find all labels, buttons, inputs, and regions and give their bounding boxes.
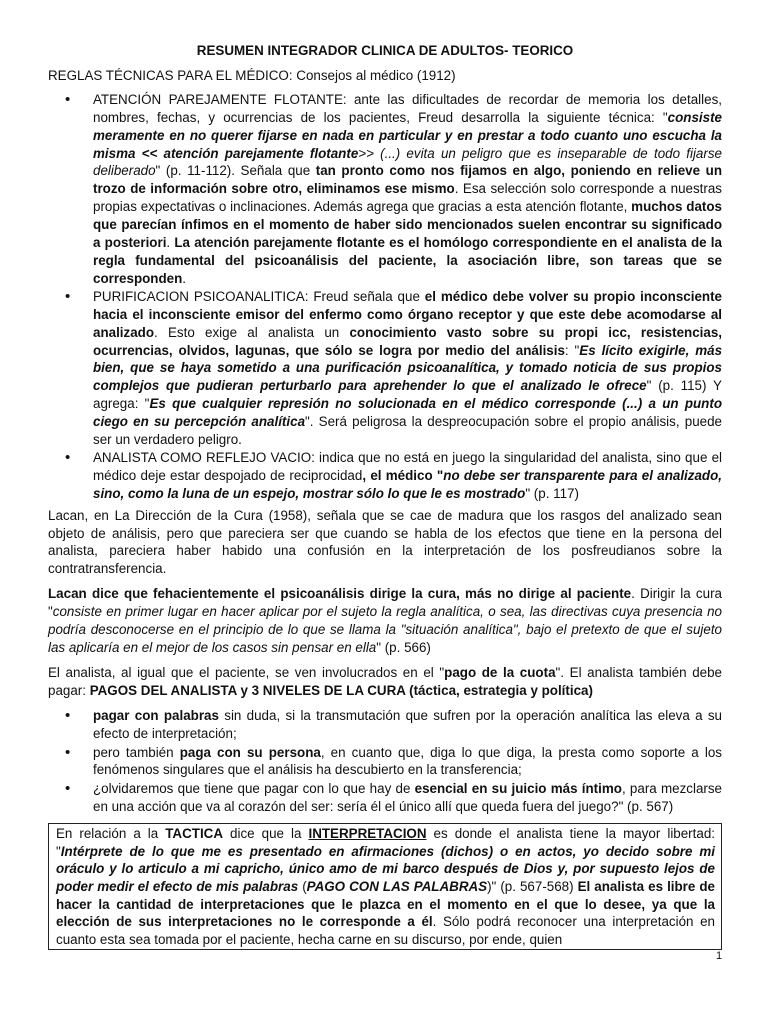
bullet-icon: •	[65, 743, 71, 761]
pago-item	[48, 744, 722, 780]
pago-item	[48, 780, 722, 816]
text-run: conocimiento vasto sobre su propi icc, resistencias, ocurrencias, olvidos, lagunas, que sólo se logra por medio del análisis	[93, 324, 722, 358]
text-run: sin duda, si la transmutación que sufren por la operación analítica las eleva a su efecto de interpretación;	[93, 707, 722, 741]
text-run: tan pronto como nos fijamos en algo, poniendo en relieve un trozo de información sobre otro, eliminamos ese mismo	[93, 163, 723, 197]
text-run: esencial en su juicio más íntimo	[414, 781, 622, 797]
text-run: consiste en primer lugar en hacer aplicar por el sujeto la regla analítica, o sea, las directivas cuya presencia no podría desconocerse en el principio de lo que se llama la "situación analítica", bajo el pretexto de que el sujeto las aplicaría en el mejor de los casos sin pensar en ella	[48, 604, 722, 655]
bullet-icon: •	[65, 287, 71, 305]
text-run: el médico debe volver su propio inconsciente hacia el inconsciente emisor del enfermo como órgano receptor y que este debe acomodarse al analizado	[93, 288, 722, 340]
bullet-icon: •	[65, 706, 71, 724]
text-run: ¿olvidaremos que tiene que pagar con lo que hay de	[93, 781, 415, 797]
rule-atencion-flotante	[48, 91, 722, 288]
pago-text	[93, 708, 722, 741]
text-run: . Esto exige al analista un	[154, 324, 350, 340]
rule-reflejo-vacio	[48, 449, 722, 503]
bullet-icon: •	[65, 90, 71, 108]
bullet-icon: •	[65, 448, 71, 466]
text-run: muchos datos que parecían ínfimos en el momento de haber sido mencionados suelen encontrar su significado a posteriori	[93, 199, 722, 251]
pagos-list	[48, 707, 722, 816]
text-run: paga con su persona	[179, 744, 321, 760]
text-run: La atención parejamente flotante es el homólogo correspondiente en el analista de la regla fundamental del psicoanálisis del paciente, la asociación libre, son tareas que se corresponden	[93, 235, 722, 286]
bullet-icon: •	[65, 780, 71, 798]
text-run: PAGO CON LAS PALABRAS	[306, 878, 488, 894]
text-run: Intérprete de lo que me es presentado en afirmaciones (dichos) o en actos, yo decido sobre mi oráculo y lo articulo a mi capricho, único amo de mi barco después de Dios y, por supuesto lejos de poder medir el efecto de mis palabras	[56, 843, 715, 894]
text-run: consiste meramente en no querer fijarse en nada en particular y en prestar a todo cuanto uno escucha la misma << atención parejamente flotante	[93, 109, 722, 161]
text-run: PURIFICACION PSICOANALITICA: Freud señala que	[93, 288, 425, 304]
text-run: " (p. 566)	[376, 640, 431, 655]
text-run: )" (p. 567-568)	[487, 878, 578, 894]
page-number: 1	[716, 950, 723, 962]
text-run: . Esa selección solo corresponde a nuestras propias expectativas o inclinaciones. Además agrega que gracias a esta atención flotante,	[93, 181, 722, 215]
rule-text	[93, 450, 722, 501]
text-run: PAGOS DEL ANALISTA y 3 NIVELES DE LA CURA (táctica, estrategia y política)	[89, 682, 593, 698]
text-run: no debe ser transparente para el analizado, sino, como la luna de un espejo, mostrar sólo lo que le es mostrado	[93, 467, 722, 501]
text-run: pagar con palabras	[93, 707, 219, 723]
paragraph-lacan-cura	[48, 507, 722, 579]
rule-text	[93, 92, 722, 286]
text-run: Es que cualquier represión no solucionada en el médico corresponde (...) a un punto ciego en su percepción analítica	[93, 396, 722, 430]
text-run: dice que la	[223, 826, 309, 842]
text-run: es donde el analista tiene la mayor libertad: "	[56, 826, 715, 859]
text-run: : "	[564, 342, 580, 358]
text-run: Lacan dice que fehacientemente el psicoanálisis dirige la cura, más no dirige al paciente	[48, 586, 632, 602]
text-run: ". Será peligrosa la despreocupación sobre el propio análisis, puede ser un verdadero peligro.	[93, 414, 722, 448]
tactica-box	[48, 823, 722, 950]
text-run: INTERPRETACION	[308, 826, 427, 842]
text-run: TACTICA	[165, 826, 224, 842]
text-run: >> (...) evita un peligro que es inseparable de todo fijarse deliberado	[93, 145, 722, 179]
text-run: Lacan, en La Dirección de la Cura (1958), señala que se cae de madura que los rasgos del analizado sean objeto de análisis, pero que pareciera ser que cuando se habla de los efectos que tiene en la persona del analista, pareciera haber habido una confusión en la interpretación de los posfreudianos sobre la contratransferencia.	[48, 507, 722, 577]
text-run: , para mezclarse en una acción que va al corazón del ser: sería él el único allí que queda fuera del juego?" (p. 567)	[93, 781, 722, 815]
text-run: Es lícito exigirle, más bien, que se haya sometido a una purificación psicoanalítica, y tomado noticia de sus propios complejos que pudieran perturbarlo para aprehender lo que el analizado le ofrece	[93, 342, 723, 394]
text-run: En relación a la	[56, 826, 166, 842]
text-run: . Dirigir la cura "	[48, 586, 722, 620]
rules-list	[48, 91, 722, 503]
text-run: . Sólo podrá reconocer una interpretación en cuanto esta sea tomada por el paciente, hecha carne en su discurso, por ende, quien	[56, 914, 715, 947]
pago-text	[93, 745, 722, 778]
text-run: El analista es libre de hacer la cantidad de interpretaciones que le plazca en el momento en el que lo desee, ya que la elección de sus interpretaciones no le corresponde a él	[56, 878, 715, 930]
text-run: " (p. 11-112). Señala que	[155, 163, 316, 179]
document-title: RESUMEN INTEGRADOR CLINICA DE ADULTOS- TEORICO	[196, 43, 574, 58]
text-run: pero también	[93, 744, 180, 760]
rule-purificacion	[48, 288, 722, 449]
rule-text	[93, 289, 722, 447]
text-run: " (p. 117)	[525, 485, 579, 501]
text-run: ATENCIÓN PAREJAMENTE FLOTANTE: ante las dificultades de recordar de memoria los detalles, nombres, fechas, y ocurrencias de los pacientes, Freud desarrolla la siguiente técnica: "	[93, 91, 722, 125]
text-run: " (p. 115) Y agrega: "	[93, 378, 722, 412]
paragraph-dirige-cura	[48, 585, 722, 657]
paragraph-pago-cuota	[48, 664, 722, 700]
text-run: , el médico "	[362, 467, 444, 483]
text-run: El analista, al igual que el paciente, se ven involucrados en el "	[48, 664, 445, 680]
text-run: .	[166, 235, 175, 251]
pago-item	[48, 707, 722, 743]
pago-text	[93, 781, 722, 814]
text-run: (	[298, 878, 307, 894]
text-run: pago de la cuota	[444, 664, 556, 680]
text-run: .	[182, 270, 187, 286]
text-run: ". El analista también debe pagar:	[48, 664, 723, 698]
text-run: , en cuanto que, diga lo que diga, la presta como soporte a los fenómenos singulares que el análisis ha descubierto en la transferencia;	[93, 744, 722, 778]
text-run: ANALISTA COMO REFLEJO VACIO: indica que no está en juego la singularidad del analista, sino que el médico deje estar despojado de reciprocidad	[93, 449, 722, 483]
section-heading: REGLAS TÉCNICAS PARA EL MÉDICO: Consejos al médico (1912)	[48, 67, 456, 83]
